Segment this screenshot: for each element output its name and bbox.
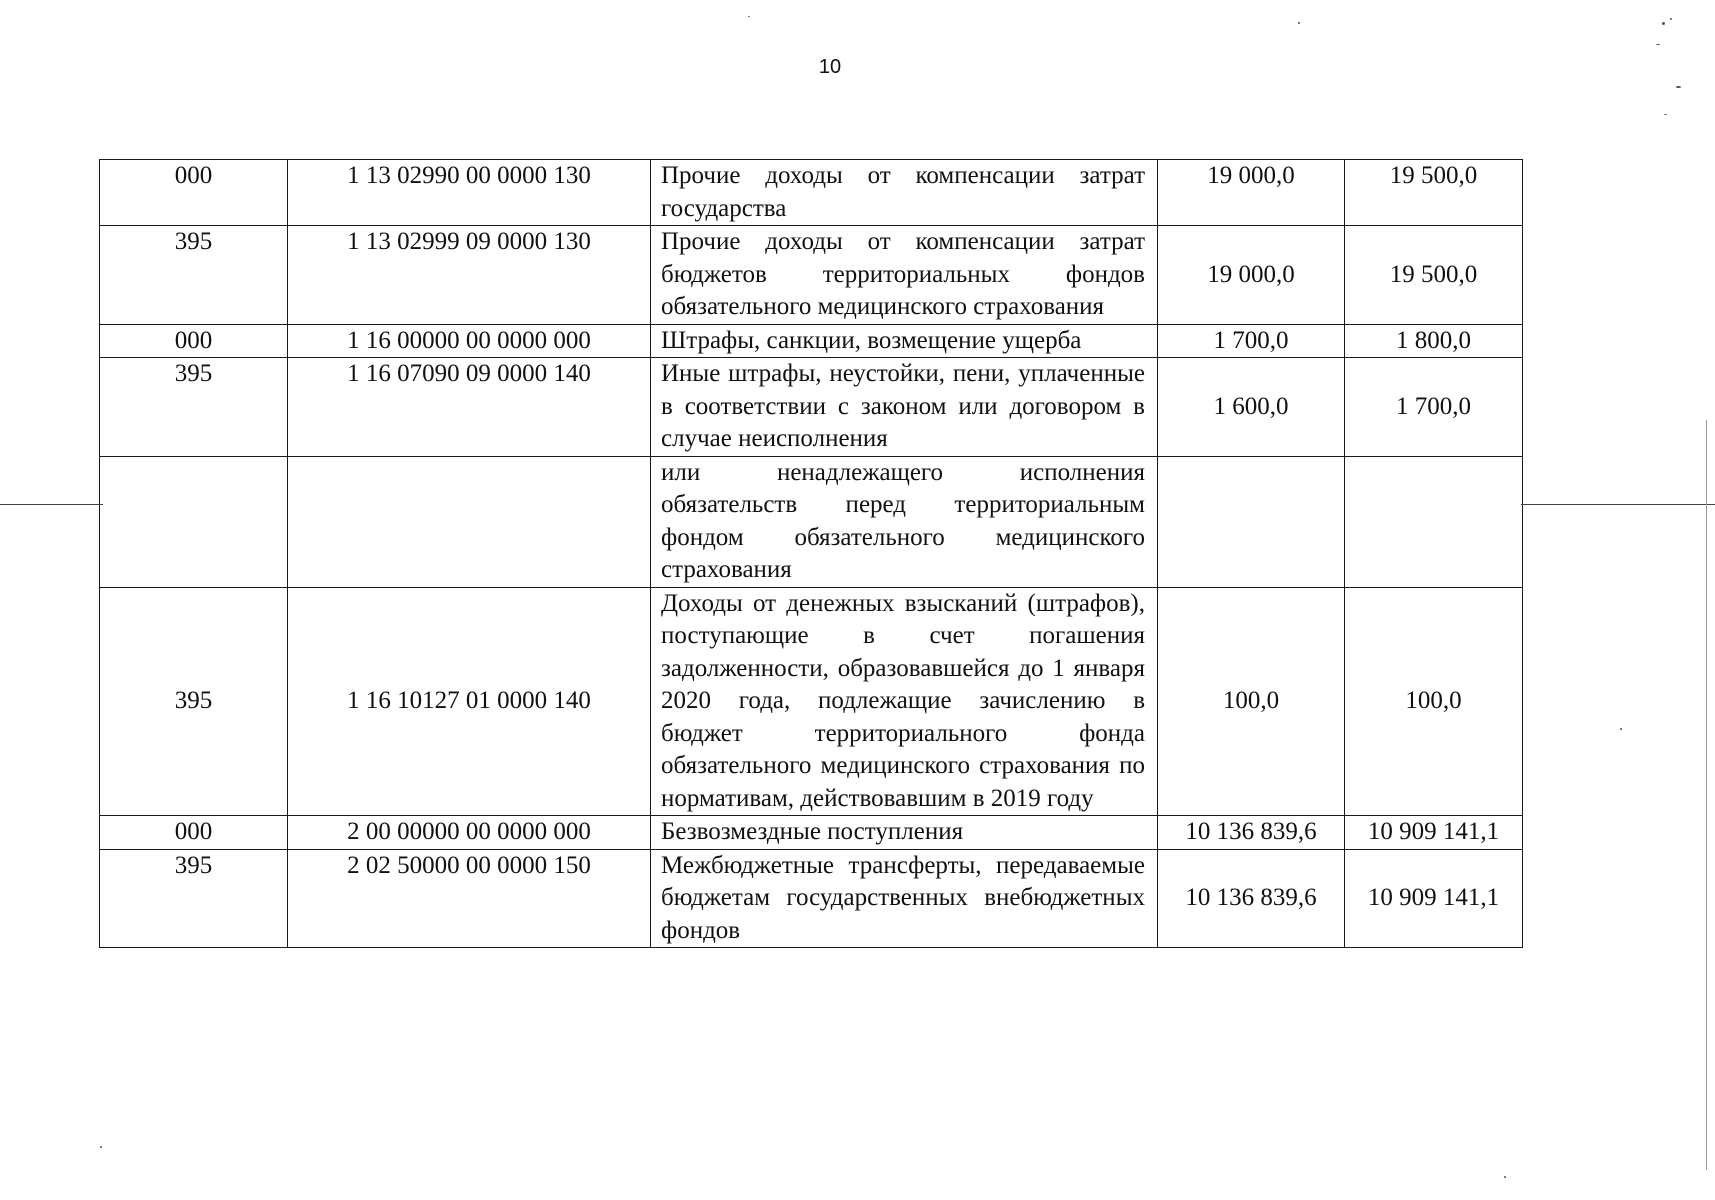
revenue-name-cell: Безвозмездные поступления (651, 816, 1158, 850)
revenue-code-cell: 1 16 10127 01 0000 140 (288, 587, 651, 816)
table-row (100, 358, 1523, 457)
amount-year1-cell: 19 000,0 (1158, 226, 1345, 325)
admin-code-cell: 395 (100, 226, 288, 325)
amount-year1-cell: 1 600,0 (1158, 358, 1345, 457)
amount-year1-cell: 100,0 (1158, 587, 1345, 816)
scan-speck (1656, 44, 1660, 45)
admin-code-cell: 000 (100, 816, 288, 850)
scan-speck (1676, 86, 1681, 88)
table-row (100, 226, 1523, 325)
revenue-code-cell: 1 16 00000 00 0000 000 (288, 324, 651, 358)
amount-year1-cell: 10 136 839,6 (1158, 849, 1345, 948)
revenue-name-cell: Штрафы, санкции, возмещение ущерба (651, 324, 1158, 358)
revenue-code-cell (288, 456, 651, 587)
revenue-code-cell: 2 00 00000 00 0000 000 (288, 816, 651, 850)
scan-speck (748, 16, 750, 17)
admin-code-cell (100, 456, 288, 587)
scan-speck (1662, 22, 1665, 25)
scan-speck (1298, 22, 1300, 24)
scan-speck (1504, 1176, 1506, 1178)
admin-code-cell: 395 (100, 358, 288, 457)
admin-code-cell: 395 (100, 849, 288, 948)
table-row (100, 324, 1523, 358)
amount-year2-cell: 10 909 141,1 (1345, 849, 1523, 948)
admin-code-cell: 000 (100, 324, 288, 358)
scan-speck (100, 1146, 102, 1148)
amount-year2-cell: 10 909 141,1 (1345, 816, 1523, 850)
amount-year2-cell: 1 800,0 (1345, 324, 1523, 358)
budget-revenue-table (99, 159, 1523, 948)
scan-fold-line-left (0, 504, 103, 505)
revenue-name-cell: Доходы от денежных взысканий (штрафов), поступающие в счет погашения задолженности, образовавшейся до 1 января 2020 года, подлежащие зачислению в бюджет территориального фонда обязательного медицинского страхования по нормативам, действовавшим в 2019 году (651, 587, 1158, 816)
revenue-name-cell: Межбюджетные трансферты, передаваемые бюджетам государственных внебюджетных фондов (651, 849, 1158, 948)
amount-year1-cell (1158, 456, 1345, 587)
table-row-continuation (100, 456, 1523, 587)
admin-code-cell: 000 (100, 160, 288, 226)
amount-year2-cell: 1 700,0 (1345, 358, 1523, 457)
admin-code-cell: 395 (100, 587, 288, 816)
scan-speck (1670, 18, 1672, 20)
table-row (100, 587, 1523, 816)
revenue-code-cell: 1 13 02990 00 0000 130 (288, 160, 651, 226)
scan-fold-line-right (1521, 504, 1715, 505)
scan-speck (1664, 114, 1667, 115)
revenue-name-cell: или ненадлежащего исполнения обязательств перед территориальным фондом обязательного медицинского страхования (651, 456, 1158, 587)
amount-year1-cell: 10 136 839,6 (1158, 816, 1345, 850)
table-row (100, 816, 1523, 850)
revenue-name-cell: Прочие доходы от компенсации затрат бюджетов территориальных фондов обязательного медицинского страхования (651, 226, 1158, 325)
revenue-name-cell: Иные штрафы, неустойки, пени, уплаченные в соответствии с законом или договором в случае неисполнения (651, 358, 1158, 457)
amount-year2-cell: 100,0 (1345, 587, 1523, 816)
scan-edge-line (1706, 420, 1707, 1170)
page-number: 10 (818, 56, 842, 78)
scan-speck (1620, 728, 1622, 730)
amount-year1-cell: 1 700,0 (1158, 324, 1345, 358)
table-row (100, 849, 1523, 948)
revenue-code-cell: 2 02 50000 00 0000 150 (288, 849, 651, 948)
amount-year2-cell (1345, 456, 1523, 587)
revenue-code-cell: 1 16 07090 09 0000 140 (288, 358, 651, 457)
amount-year2-cell: 19 500,0 (1345, 160, 1523, 226)
table-row (100, 160, 1523, 226)
amount-year2-cell: 19 500,0 (1345, 226, 1523, 325)
amount-year1-cell: 19 000,0 (1158, 160, 1345, 226)
revenue-code-cell: 1 13 02999 09 0000 130 (288, 226, 651, 325)
revenue-name-cell: Прочие доходы от компенсации затрат государства (651, 160, 1158, 226)
